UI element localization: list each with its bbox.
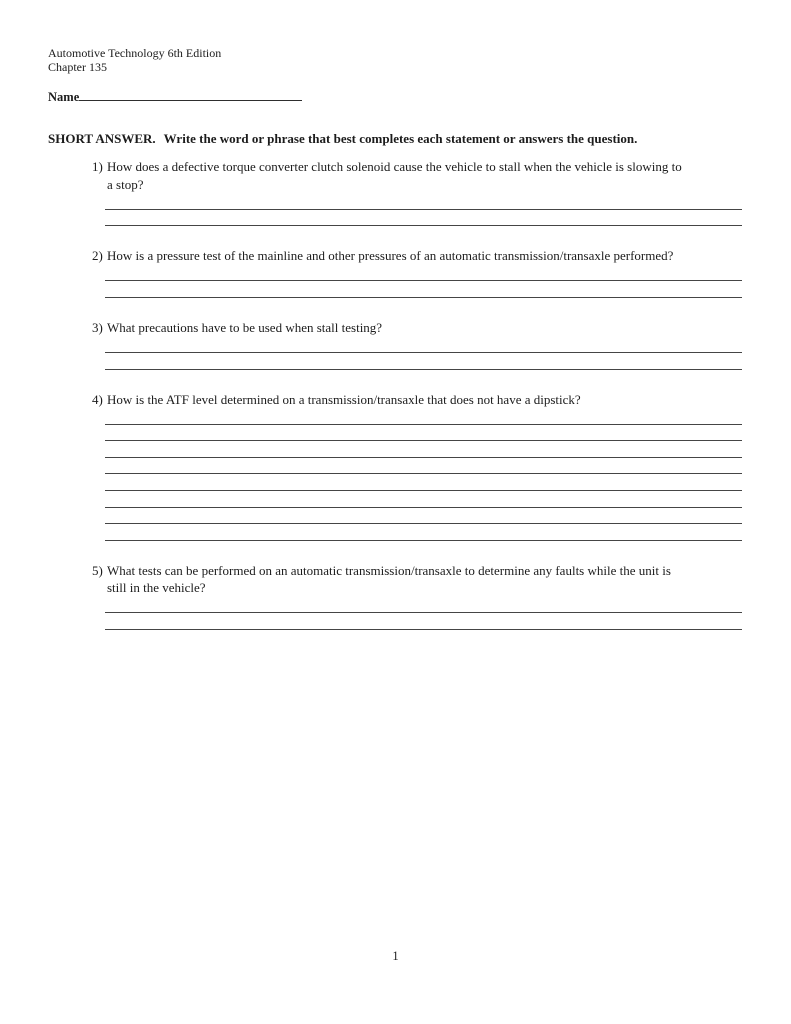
answer-line[interactable] (105, 193, 742, 210)
answer-line[interactable] (105, 613, 742, 630)
answer-lines-group (105, 336, 742, 369)
question (92, 247, 742, 298)
question-number: 2) (92, 248, 103, 264)
question-text-line: a stop? (107, 176, 144, 192)
page-number: 1 (392, 949, 399, 963)
question (92, 562, 742, 630)
question-number: 4) (92, 391, 103, 407)
answer-line[interactable] (105, 458, 742, 475)
question-text-line (92, 562, 742, 580)
question-text-line: still in the vehicle? (107, 580, 206, 596)
answer-lines-group (105, 597, 742, 630)
question-text: What tests can be performed on an automatic transmission/transaxle to determine any faults while the unit is (107, 562, 671, 578)
question-number: 5) (92, 562, 103, 578)
question-number: 1) (92, 159, 103, 174)
question-text: How does a defective torque converter clutch solenoid cause the vehicle to stall when the vehicle is slowing to (107, 159, 682, 174)
question-text: How is a pressure test of the mainline and other pressures of an automatic transmission/transaxle performed? (107, 248, 674, 264)
document-header (48, 46, 221, 74)
name-row (48, 87, 302, 105)
question-number: 3) (92, 319, 103, 335)
section-instruction-text: Write the word or phrase that best completes each statement or answers the question. (163, 131, 638, 146)
section-instructions (48, 131, 760, 147)
answer-line[interactable] (105, 441, 742, 458)
answer-line[interactable] (105, 336, 742, 353)
answer-line[interactable] (105, 353, 742, 370)
question-text: How is the ATF level determined on a transmission/transaxle that does not have a dipstick? (107, 391, 581, 407)
question (92, 391, 742, 541)
question-list (92, 158, 742, 630)
question-text: What precautions have to be used when stall testing? (107, 319, 383, 335)
answer-line[interactable] (105, 265, 742, 282)
answer-line[interactable] (105, 425, 742, 442)
question-text-line (92, 319, 742, 337)
question-text-line (92, 158, 742, 176)
name-label: Name (48, 90, 80, 104)
answer-lines-group (105, 265, 742, 298)
answer-line[interactable] (105, 281, 742, 298)
question-text-line (92, 391, 742, 409)
answer-lines-group (105, 193, 742, 226)
answer-line[interactable] (105, 408, 742, 425)
name-blank-field[interactable] (79, 87, 302, 101)
section-heading: SHORT ANSWER. (48, 131, 156, 146)
book-title: Automotive Technology 6th Edition (48, 46, 222, 60)
answer-line[interactable] (105, 210, 742, 227)
answer-line[interactable] (105, 491, 742, 508)
answer-line[interactable] (105, 597, 742, 614)
chapter-label: Chapter 135 (48, 60, 107, 74)
question (92, 319, 742, 370)
question (92, 158, 742, 226)
answer-line[interactable] (105, 524, 742, 541)
answer-lines-group (105, 408, 742, 541)
answer-line[interactable] (105, 474, 742, 491)
question-text-line (92, 247, 742, 265)
answer-line[interactable] (105, 508, 742, 525)
